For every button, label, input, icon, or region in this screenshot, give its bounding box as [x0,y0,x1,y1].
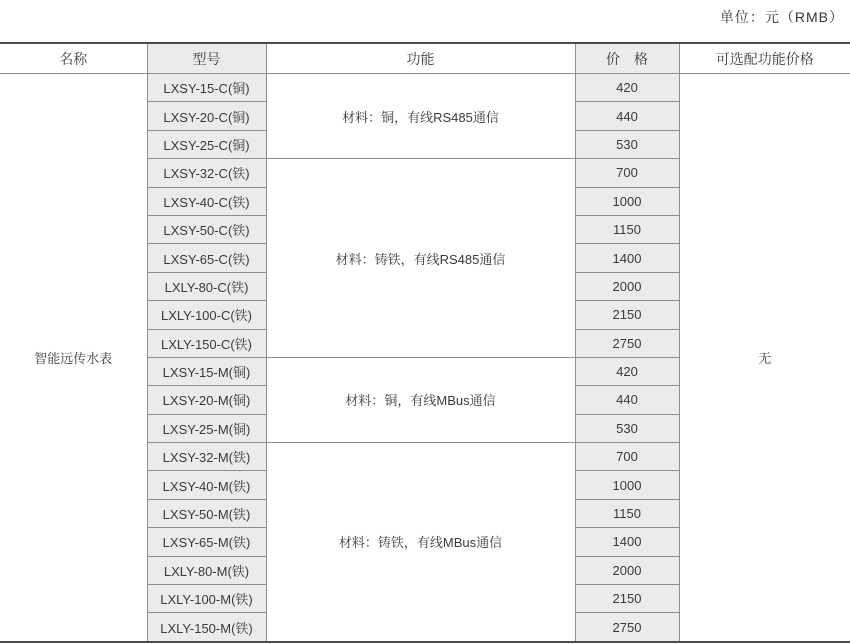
table-row [0,74,850,102]
model-cell: LXSY-40-M(铁) [147,471,266,499]
price-cell: 1150 [575,215,679,243]
price-cell: 2000 [575,272,679,300]
function-cell: 材料：铸铁，有线RS485通信 [266,159,575,358]
model-cell: LXSY-50-C(铁) [147,215,266,243]
table-body [0,74,850,642]
price-cell: 440 [575,102,679,130]
price-cell: 530 [575,130,679,158]
price-cell: 2750 [575,329,679,357]
model-cell: LXSY-65-M(铁) [147,528,266,556]
price-cell: 1400 [575,528,679,556]
model-cell: LXSY-32-C(铁) [147,159,266,187]
price-cell: 1000 [575,471,679,499]
price-cell: 1000 [575,187,679,215]
header-name: 名称 [0,43,147,74]
header-function: 功能 [266,43,575,74]
model-cell: LXSY-20-C(铜) [147,102,266,130]
model-cell: LXLY-150-M(铁) [147,613,266,642]
price-cell: 700 [575,443,679,471]
price-cell: 1150 [575,499,679,527]
header-optional-price: 可选配功能价格 [679,43,850,74]
price-cell: 420 [575,74,679,102]
model-cell: LXLY-80-M(铁) [147,556,266,584]
price-cell: 2750 [575,613,679,642]
model-cell: LXLY-100-C(铁) [147,301,266,329]
model-cell: LXSY-40-C(铁) [147,187,266,215]
model-cell: LXLY-150-C(铁) [147,329,266,357]
header-row [0,43,850,74]
price-cell: 700 [575,159,679,187]
model-cell: LXSY-25-M(铜) [147,414,266,442]
model-cell: LXSY-32-M(铁) [147,443,266,471]
price-cell: 2150 [575,301,679,329]
header-price: 价 格 [575,43,679,74]
price-table [0,42,850,643]
product-name-cell: 智能远传水表 [0,74,147,642]
function-cell: 材料：铜，有线RS485通信 [266,74,575,159]
function-cell: 材料：铜，有线MBus通信 [266,357,575,442]
unit-label: 单位：元（RMB） [719,9,844,25]
optional-price-cell: 无 [679,74,850,642]
header-model: 型号 [147,43,266,74]
price-cell: 440 [575,386,679,414]
table-header [0,43,850,74]
function-cell: 材料：铸铁，有线MBus通信 [266,443,575,642]
price-cell: 420 [575,357,679,385]
price-cell: 1400 [575,244,679,272]
price-cell: 530 [575,414,679,442]
model-cell: LXSY-20-M(铜) [147,386,266,414]
model-cell: LXSY-50-M(铁) [147,499,266,527]
model-cell: LXLY-100-M(铁) [147,585,266,613]
price-cell: 2150 [575,585,679,613]
model-cell: LXSY-65-C(铁) [147,244,266,272]
model-cell: LXSY-25-C(铜) [147,130,266,158]
model-cell: LXSY-15-C(铜) [147,74,266,102]
price-cell: 2000 [575,556,679,584]
model-cell: LXSY-15-M(铜) [147,357,266,385]
model-cell: LXLY-80-C(铁) [147,272,266,300]
